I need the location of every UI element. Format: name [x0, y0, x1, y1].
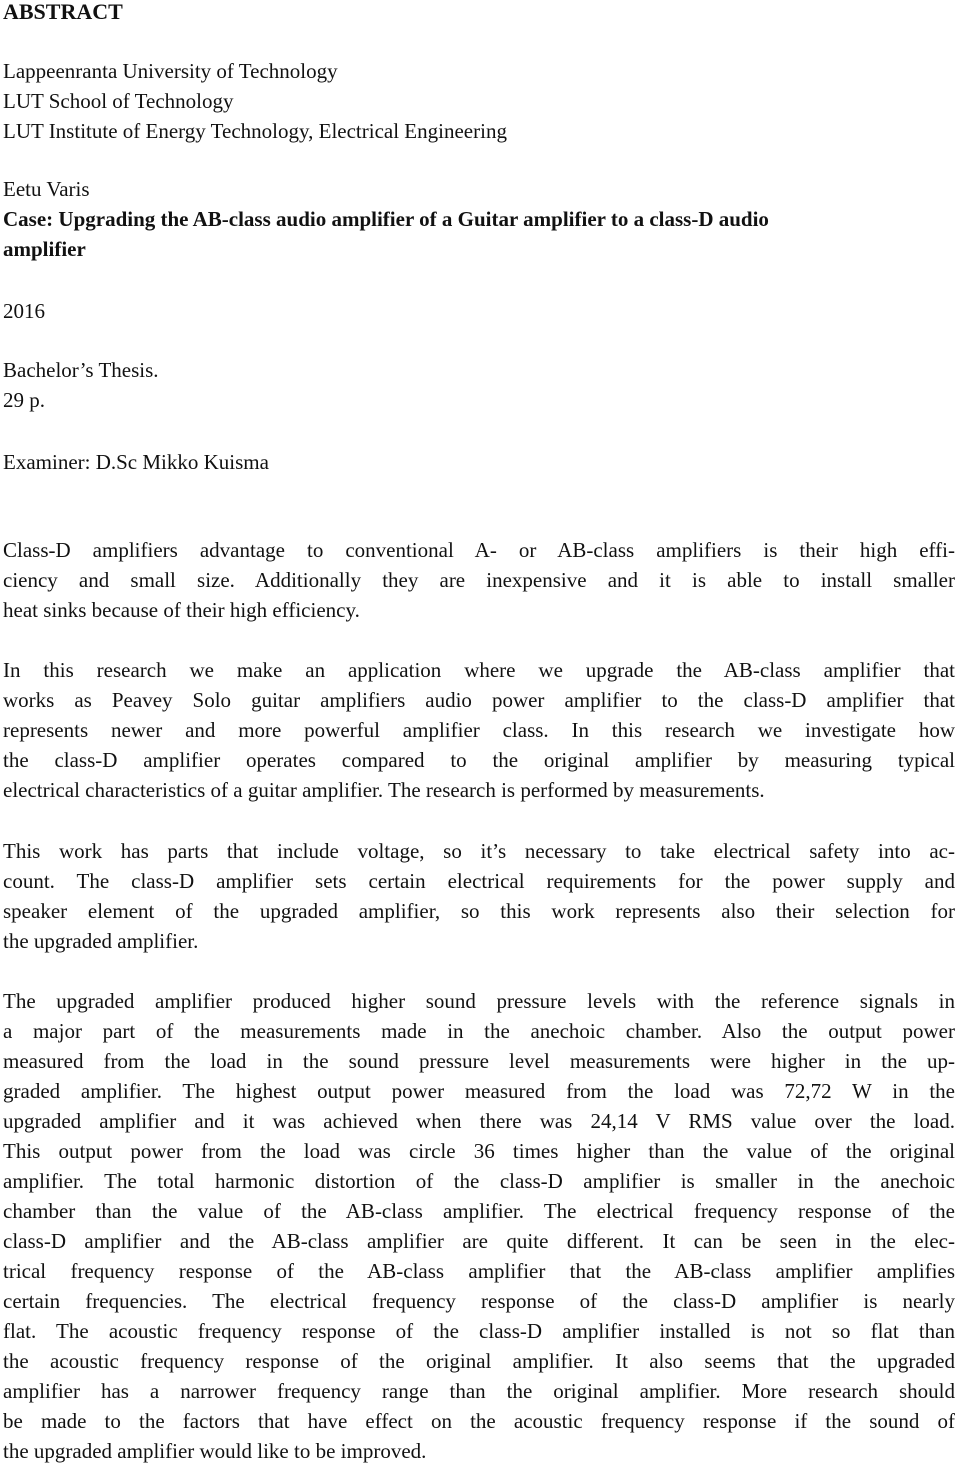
- paragraph-line: Class-D amplifiers advantage to conventional A- or AB-class amplifiers is their high effi-: [3, 538, 955, 562]
- paragraph-line: The upgraded amplifier produced higher sound pressure levels with the reference signals in: [3, 989, 955, 1013]
- paragraph-line: the acoustic frequency response of the original amplifier. It also seems that the upgraded: [3, 1349, 955, 1373]
- paragraph-line: amplifier has a narrower frequency range than the original amplifier. More research should: [3, 1379, 955, 1403]
- paragraph-line: works as Peavey Solo guitar amplifiers audio power amplifier to the class-D amplifier that: [3, 688, 955, 712]
- examiner: Examiner: D.Sc Mikko Kuisma: [3, 450, 269, 474]
- paragraph-line: be made to the factors that have effect on the acoustic frequency response if the sound of: [3, 1409, 955, 1433]
- school-line: LUT School of Technology: [3, 89, 234, 113]
- paragraph-line: upgraded amplifier and it was achieved when there was 24,14 V RMS value over the load.: [3, 1109, 955, 1133]
- abstract-paragraph-3: [3, 836, 955, 956]
- paragraph-line: a major part of the measurements made in the anechoic chamber. Also the output power: [3, 1019, 955, 1043]
- title-line-1: Case: Upgrading the AB-class audio amplifier of a Guitar amplifier to a class-D audio: [3, 207, 769, 231]
- paragraph-line: This output power from the load was circle 36 times higher than the value of the original: [3, 1139, 955, 1163]
- author-name: Eetu Varis: [3, 177, 90, 201]
- abstract-paragraph-1: [3, 535, 955, 625]
- abstract-paragraph-4: [3, 986, 955, 1466]
- paragraph-line: the class-D amplifier operates compared to the original amplifier by measuring typical: [3, 748, 955, 772]
- title-line-2: amplifier: [3, 237, 86, 261]
- university-line: Lappeenranta University of Technology: [3, 59, 338, 83]
- abstract-heading: ABSTRACT: [3, 0, 123, 24]
- institute-line: LUT Institute of Energy Technology, Electrical Engineering: [3, 119, 507, 143]
- paragraph-line: measured from the load in the sound pressure level measurements were higher in the up-: [3, 1049, 955, 1073]
- paragraph-line: In this research we make an application where we upgrade the AB-class amplifier that: [3, 658, 955, 682]
- page-count: 29 p.: [3, 388, 45, 412]
- thesis-info: [3, 355, 159, 415]
- paragraph-line: count. The class-D amplifier sets certain electrical requirements for the power supply and: [3, 869, 955, 893]
- paragraph-line: flat. The acoustic frequency response of the class-D amplifier installed is not so flat than: [3, 1319, 955, 1343]
- paragraph-line: the upgraded amplifier.: [3, 929, 199, 953]
- thesis-type: Bachelor’s Thesis.: [3, 358, 159, 382]
- paragraph-line: the upgraded amplifier would like to be improved.: [3, 1439, 427, 1463]
- abstract-paragraph-2: [3, 655, 955, 805]
- paragraph-line: chamber than the value of the AB-class amplifier. The electrical frequency response of the: [3, 1199, 955, 1223]
- paragraph-line: This work has parts that include voltage, so it’s necessary to take electrical safety into ac-: [3, 839, 955, 863]
- paragraph-line: graded amplifier. The highest output power measured from the load was 72,72 W in the: [3, 1079, 955, 1103]
- thesis-title: [3, 204, 955, 264]
- paragraph-line: class-D amplifier and the AB-class amplifier are quite different. It can be seen in the elec-: [3, 1229, 955, 1253]
- year: 2016: [3, 299, 45, 323]
- affiliation-block: [3, 56, 507, 146]
- paragraph-line: trical frequency response of the AB-class amplifier that the AB-class amplifier amplifies: [3, 1259, 955, 1283]
- paragraph-line: heat sinks because of their high efficiency.: [3, 598, 360, 622]
- paragraph-line: represents newer and more powerful amplifier class. In this research we investigate how: [3, 718, 955, 742]
- paragraph-line: amplifier. The total harmonic distortion of the class-D amplifier is smaller in the anechoic: [3, 1169, 955, 1193]
- paragraph-line: electrical characteristics of a guitar amplifier. The research is performed by measurements.: [3, 778, 765, 802]
- paragraph-line: speaker element of the upgraded amplifier, so this work represents also their selection for: [3, 899, 955, 923]
- paragraph-line: ciency and small size. Additionally they are inexpensive and it is able to install smaller: [3, 568, 955, 592]
- paragraph-line: certain frequencies. The electrical frequency response of the class-D amplifier is nearly: [3, 1289, 955, 1313]
